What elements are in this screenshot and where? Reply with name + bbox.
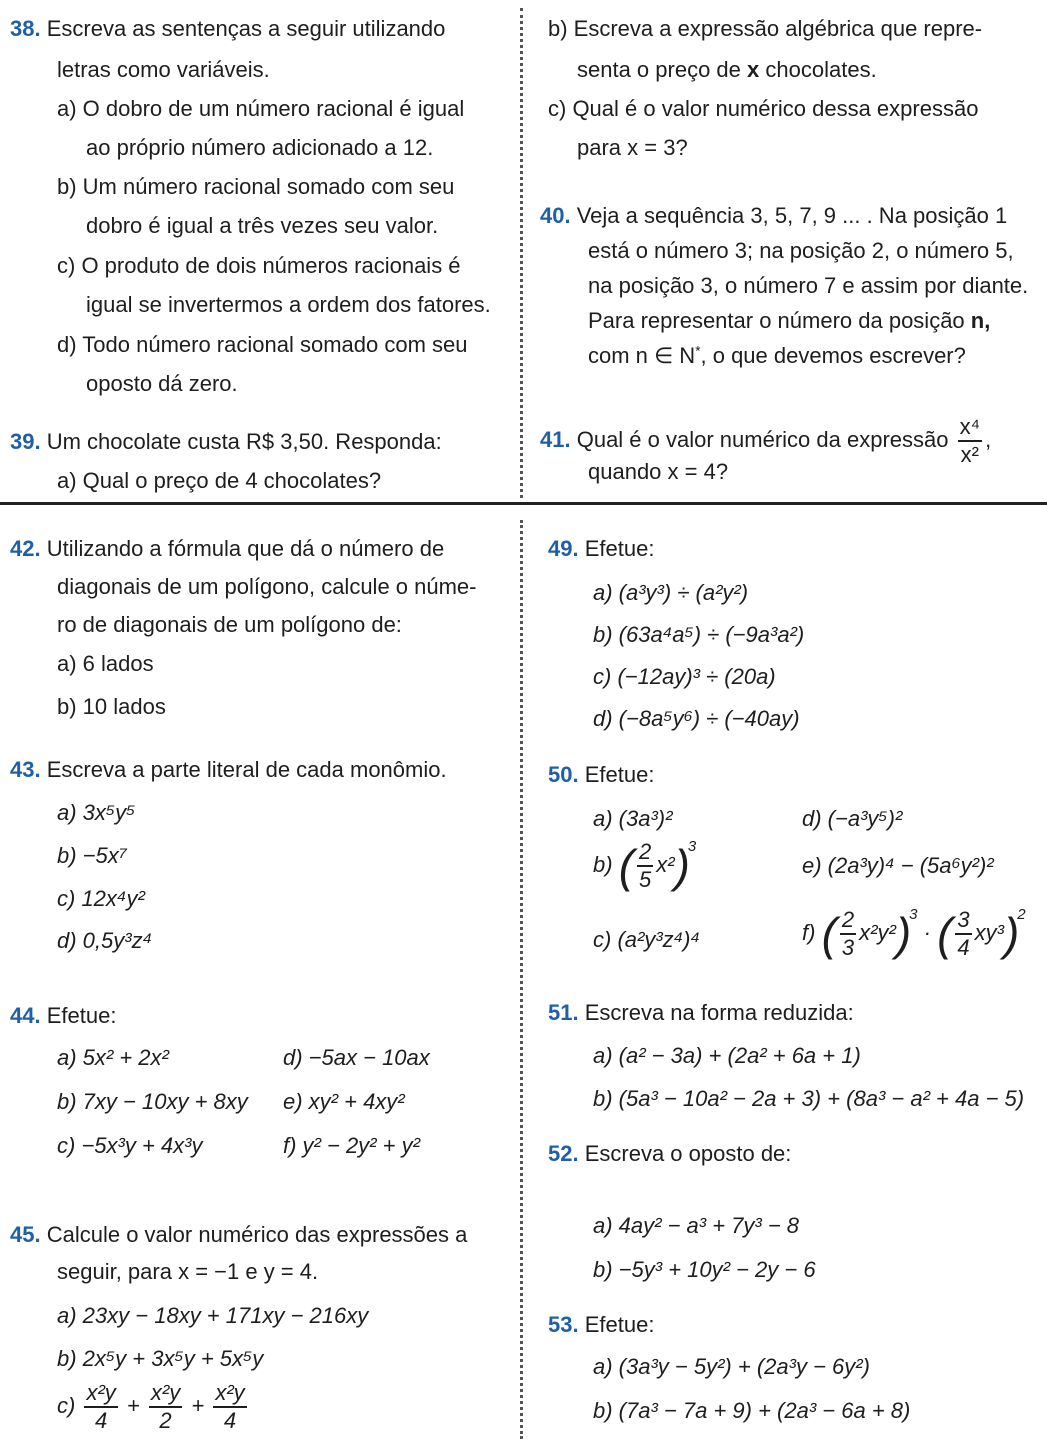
column-divider-bottom xyxy=(520,520,523,1439)
q50-item-a: a) (3a³)² xyxy=(593,806,673,831)
q50-f-label: f) xyxy=(802,920,816,945)
q44-item-d: d) −5ax − 10ax xyxy=(283,1045,430,1070)
q53-statement: Efetue: xyxy=(584,1312,655,1337)
q50-b-den: 5 xyxy=(639,867,652,893)
q44-statement: Efetue: xyxy=(46,1003,117,1028)
q42-line-3: ro de diagonais de um polígono de: xyxy=(57,612,402,637)
q42-statement: Utilizando a fórmula que dá o número de xyxy=(46,536,445,561)
q50-f-var-2: xy³ xyxy=(974,920,1004,945)
q44-item-a: a) 5x² + 2x² xyxy=(57,1045,169,1070)
q50-f-num-1: 2 xyxy=(840,909,856,935)
q50-b-right-paren: ) xyxy=(674,840,690,893)
q50-item-c: c) (a²y³z⁴)⁴ xyxy=(593,927,701,952)
q40-line-3: na posição 3, o número 7 e assim por diante. xyxy=(588,273,1029,298)
q45-line-1 xyxy=(10,1222,467,1248)
q53-line-1 xyxy=(548,1312,654,1338)
q42-item-a: a) 6 lados xyxy=(57,651,154,676)
q50-f-right-paren-2: ) xyxy=(1003,908,1020,961)
q41-fraction xyxy=(958,416,982,466)
q49-item-a: a) (a³y³) ÷ (a²y²) xyxy=(593,580,749,605)
q50-f-power-2: 2 xyxy=(1017,906,1026,923)
q39-b-text: senta o preço de xyxy=(577,57,741,82)
q38-item-a-2: ao próprio número adicionado a 12. xyxy=(86,135,434,160)
q53-number: 53. xyxy=(548,1312,579,1337)
q40-line-1 xyxy=(540,203,1007,229)
q38-item-a-1: a) O dobro de um número racional é igual xyxy=(57,96,465,121)
q52-number: 52. xyxy=(548,1141,579,1166)
q40-line-2: está o número 3; na posição 2, o número 5, xyxy=(588,238,1014,263)
q51-item-b: b) (5a³ − 10a² − 2a + 3) + (8a³ − a² + 4a − 5) xyxy=(593,1086,1025,1111)
q49-item-c: c) (−12ay)³ ÷ (20a) xyxy=(593,664,776,689)
q50-b-label: b) xyxy=(593,852,613,877)
q40-l5-star: * xyxy=(695,343,701,359)
section-divider xyxy=(0,502,1047,505)
q45-c-plus-2: + xyxy=(191,1392,205,1418)
q39-statement: Um chocolate custa R$ 3,50. Responda: xyxy=(46,429,442,454)
q39-number: 39. xyxy=(10,429,41,454)
q45-item-c xyxy=(57,1382,250,1432)
q44-item-c: c) −5x³y + 4x³y xyxy=(57,1133,203,1158)
q41-frac-denominator: x² xyxy=(960,442,979,467)
q41-number: 41. xyxy=(540,426,571,452)
q52-item-a: a) 4ay² − a³ + 7y³ − 8 xyxy=(593,1213,800,1238)
q43-item-c: c) 12x⁴y² xyxy=(57,886,145,911)
q50-item-f xyxy=(802,906,1026,959)
q39-b-variable: x xyxy=(747,57,760,82)
q40-l5-text-end: , o que devemos escrever? xyxy=(700,343,966,368)
q50-f-frac-2 xyxy=(955,909,971,959)
q40-l4-text: Para representar o número da posição xyxy=(588,308,965,333)
q50-f-dot: · xyxy=(923,920,931,945)
q44-item-e: e) xy² + 4xy² xyxy=(283,1089,405,1114)
q42-line-2: diagonais de um polígono, calcule o núme- xyxy=(57,574,477,599)
q39-item-b-2 xyxy=(577,57,877,83)
q50-b-left-paren: ( xyxy=(618,840,635,893)
q38-item-d-1: d) Todo número racional somado com seu xyxy=(57,332,468,357)
q45-item-a: a) 23xy − 18xy + 171xy − 216xy xyxy=(57,1303,369,1328)
q38-number: 38. xyxy=(10,16,41,41)
q50-item-e: e) (2a³y)⁴ − (5a⁶y²)² xyxy=(802,853,994,878)
q50-b-frac xyxy=(637,841,653,891)
q42-item-b: b) 10 lados xyxy=(57,694,166,719)
q49-item-b: b) (63a⁴a⁵) ÷ (−9a³a²) xyxy=(593,622,805,647)
q43-line-1 xyxy=(10,757,447,783)
q39-item-c-2: para x = 3? xyxy=(577,135,688,160)
q42-line-1 xyxy=(10,536,444,562)
q40-l5-text: com n ∈ N xyxy=(588,343,696,368)
q41-comma: , xyxy=(985,426,992,452)
q51-statement: Escreva na forma reduzida: xyxy=(584,1000,854,1025)
q44-item-f: f) y² − 2y² + y² xyxy=(283,1133,420,1158)
q51-line-1 xyxy=(548,1000,854,1026)
q39-b-text-end: chocolates. xyxy=(765,57,877,82)
q50-statement: Efetue: xyxy=(584,762,655,787)
q50-item-d: d) (−a³y⁵)² xyxy=(802,806,903,831)
q45-number: 45. xyxy=(10,1222,41,1247)
q44-item-b: b) 7xy − 10xy + 8xy xyxy=(57,1089,248,1114)
q45-c-frac-1 xyxy=(84,1382,117,1432)
q45-c-plus-1: + xyxy=(126,1392,140,1418)
q39-item-a: a) Qual o preço de 4 chocolates? xyxy=(57,468,382,493)
q45-statement: Calcule o valor numérico das expressões a xyxy=(46,1222,468,1247)
q50-b-var: x² xyxy=(656,852,675,877)
q43-item-b: b) −5x⁷ xyxy=(57,843,128,868)
q51-number: 51. xyxy=(548,1000,579,1025)
q50-f-power-1: 3 xyxy=(909,906,918,923)
q43-number: 43. xyxy=(10,757,41,782)
q38-item-b-1: b) Um número racional somado com seu xyxy=(57,174,455,199)
q50-b-power: 3 xyxy=(687,838,697,855)
q53-item-a: a) (3a³y − 5y²) + (2a³y − 6y²) xyxy=(593,1354,870,1379)
column-divider-top xyxy=(520,8,523,498)
q50-f-frac-1 xyxy=(840,909,856,959)
q50-f-left-paren-2: ( xyxy=(937,908,953,961)
q38-item-c-2: igual se invertermos a ordem dos fatores. xyxy=(86,292,491,317)
q45-line-2: seguir, para x = −1 e y = 4. xyxy=(57,1259,319,1284)
q38-line-1 xyxy=(10,16,445,42)
q39-item-b-1: b) Escreva a expressão algébrica que repre- xyxy=(548,16,983,41)
q50-f-den-1: 3 xyxy=(841,935,855,961)
q45-c-den-1: 4 xyxy=(94,1408,108,1433)
q52-line-1 xyxy=(548,1141,791,1167)
q40-line-5 xyxy=(588,343,966,369)
q45-c-den-2: 2 xyxy=(159,1408,172,1433)
q45-item-b: b) 2x⁵y + 3x⁵y + 5x⁵y xyxy=(57,1346,264,1371)
q49-statement: Efetue: xyxy=(584,536,655,561)
q41-line-2: quando x = 4? xyxy=(588,459,729,484)
q43-item-d: d) 0,5y³z⁴ xyxy=(57,928,153,953)
q50-f-left-paren-1: ( xyxy=(821,908,837,961)
q50-f-num-2: 3 xyxy=(955,909,971,935)
q49-line-1 xyxy=(548,536,654,562)
q51-item-a: a) (a² − 3a) + (2a² + 6a + 1) xyxy=(593,1043,861,1068)
q40-number: 40. xyxy=(540,203,571,228)
q50-line-1 xyxy=(548,762,654,788)
q41-frac-numerator: x⁴ xyxy=(958,416,982,442)
q50-f-den-2: 4 xyxy=(957,935,970,961)
q39-item-c-1: c) Qual é o valor numérico dessa expressão xyxy=(548,96,979,121)
q49-number: 49. xyxy=(548,536,579,561)
q52-item-b: b) −5y³ + 10y² − 2y − 6 xyxy=(593,1257,816,1282)
q45-c-num-3: x²y xyxy=(213,1382,246,1408)
q38-item-c-1: c) O produto de dois números racionais é xyxy=(57,253,461,278)
q38-line-2: letras como variáveis. xyxy=(57,57,270,82)
q45-c-num-2: x²y xyxy=(149,1382,182,1408)
q40-line-4 xyxy=(588,308,990,334)
q53-item-b: b) (7a³ − 7a + 9) + (2a³ − 6a + 8) xyxy=(593,1398,911,1423)
q43-item-a: a) 3x⁵y⁵ xyxy=(57,800,136,825)
q38-item-b-2: dobro é igual a três vezes seu valor. xyxy=(86,213,439,238)
q49-item-d: d) (−8a⁵y⁶) ÷ (−40ay) xyxy=(593,706,800,731)
q45-c-num-1: x²y xyxy=(84,1382,117,1408)
q45-c-den-3: 4 xyxy=(223,1408,237,1433)
q50-item-b xyxy=(593,838,696,891)
q50-f-right-paren-1: ) xyxy=(895,908,912,961)
q39-line-1 xyxy=(10,429,442,455)
q38-statement: Escreva as sentenças a seguir utilizando xyxy=(46,16,446,41)
q44-line-1 xyxy=(10,1003,116,1029)
q45-c-label: c) xyxy=(57,1392,76,1418)
q40-l4-variable: n, xyxy=(970,308,991,333)
q44-number: 44. xyxy=(10,1003,41,1028)
q42-number: 42. xyxy=(10,536,41,561)
q45-c-frac-3 xyxy=(213,1382,246,1432)
q52-statement: Escreva o oposto de: xyxy=(584,1141,792,1166)
q50-f-var-1: x²y² xyxy=(859,920,896,945)
q50-b-num: 2 xyxy=(637,841,653,867)
q38-item-d-2: oposto dá zero. xyxy=(86,371,238,396)
q43-statement: Escreva a parte literal de cada monômio. xyxy=(46,757,447,782)
q45-c-frac-2 xyxy=(149,1382,182,1432)
q40-statement: Veja a sequência 3, 5, 7, 9 ... . Na posição 1 xyxy=(576,203,1008,228)
q50-number: 50. xyxy=(548,762,579,787)
q41-statement: Qual é o valor numérico da expressão xyxy=(576,426,949,452)
